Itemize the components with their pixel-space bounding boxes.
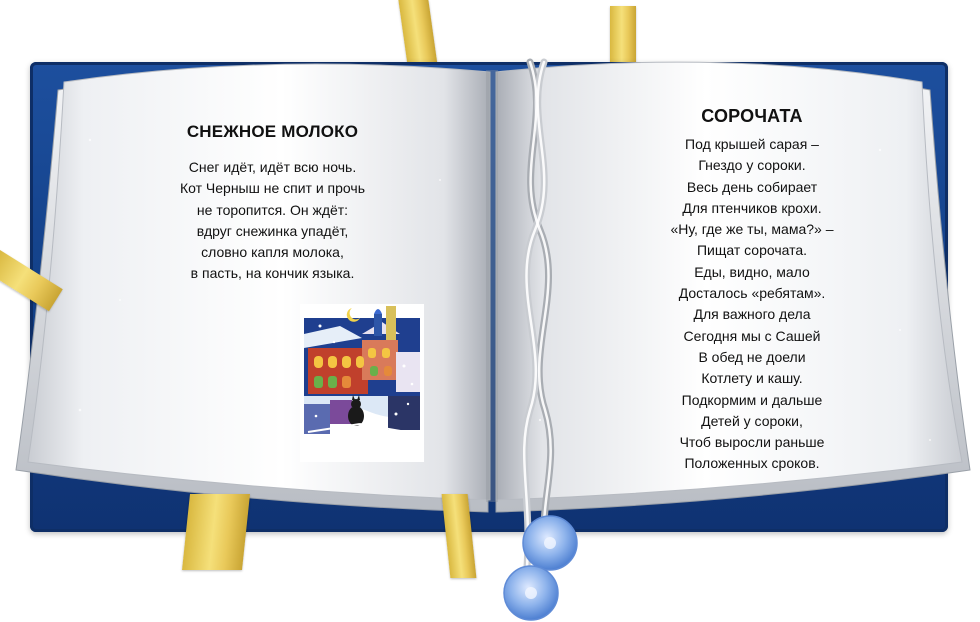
right-poem-line: Для птенчиков крохи. [682, 199, 822, 216]
right-poem-title: СОРОЧАТА [701, 106, 803, 126]
winter-night-painting [300, 304, 424, 462]
left-poem-line: словно капля молока, [201, 244, 344, 261]
right-poem-line: Чтоб выросли раньше [679, 434, 825, 451]
left-poem-line: не торопится. Он ждёт: [196, 201, 349, 218]
right-poem-line: Досталось «ребятам». [678, 285, 826, 302]
right-poem-line: Еды, видно, мало [694, 263, 810, 280]
right-poem-line: Котлету и кашу. [701, 370, 803, 387]
right-page-poem [632, 106, 872, 475]
right-poem-line: В обед не доели [698, 348, 806, 365]
right-poem-line: Пищат сорочата. [696, 242, 808, 259]
left-poem-line: в пасть, на кончик языка. [190, 265, 355, 282]
right-poem-line: Положенных сроков. [684, 455, 820, 472]
left-poem-line: Снег идёт, идёт всю ночь. [188, 159, 357, 175]
right-poem-line: Под крышей сарая – [685, 136, 819, 152]
right-poem-line: Подкормим и дальше [681, 391, 823, 408]
right-poem-line: Весь день собирает [686, 178, 818, 195]
left-page-poem [150, 122, 395, 285]
right-poem-line: Детей у сороки, [701, 412, 803, 429]
right-poem-line: Гнездо у сороки. [698, 157, 806, 174]
left-poem-line: Кот Черныш не спит и прочь [179, 180, 365, 197]
left-poem-title: СНЕЖНОЕ МОЛОКО [186, 122, 359, 141]
right-poem-line: «Ну, где же ты, мама?» – [670, 221, 834, 238]
left-poem-line: вдруг снежинка упадёт, [196, 222, 349, 239]
right-poem-line: Сегодня мы с Сашей [683, 327, 821, 344]
right-poem-line: Для важного дела [693, 306, 811, 323]
